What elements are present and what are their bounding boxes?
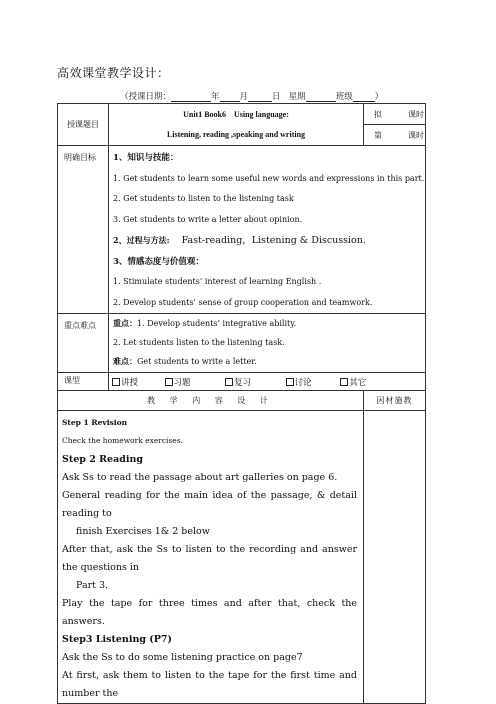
type-option-discussion[interactable] [286, 376, 338, 388]
step-3-paragraph: Ask the Ss to do some listening practice on page7 [62, 652, 303, 663]
key-points-label: 重点难点 [58, 314, 109, 373]
topic-label: 授课题目 [58, 104, 109, 146]
step-1-title: Step 1 Revision [62, 418, 128, 427]
step-2-title: Step 2 Reading [62, 454, 144, 465]
teaching-content-cell [58, 411, 364, 704]
month-blank [220, 92, 240, 102]
day-label: 日 [272, 92, 281, 102]
goal-item: 2. Get students to listen to the listening task [113, 194, 294, 203]
type-option-label: 其它 [349, 377, 367, 388]
planned-label: 拟 [374, 109, 382, 119]
date-close-label: ） [374, 92, 384, 102]
key-point-text: 1. Develop students’ integrative ability. [137, 319, 297, 328]
type-option-label: 习题 [173, 377, 191, 388]
content-design-header: 教 学 内 容 设 计 [58, 391, 364, 411]
step-3-paragraph: At first, ask them to listen to the tape for the first time and number the [62, 670, 357, 699]
class-label: 班级 [335, 92, 353, 102]
difficult-point-heading: 难点： [113, 356, 137, 366]
checkbox-icon [112, 378, 120, 386]
step-2-paragraph: General reading for the main idea of the passage, & detail reading to [62, 490, 357, 519]
class-blank [353, 92, 375, 102]
step-2-paragraph: Ask Ss to read the passage about art galleries on page 6. [62, 472, 338, 483]
goal-process-text: Fast-reading，Listening & Discussion. [169, 235, 366, 246]
difficult-point-line [109, 352, 425, 371]
checkbox-icon [165, 378, 173, 386]
goal-label: 明确目标 [58, 146, 109, 314]
goal-process-line [109, 230, 425, 252]
key-point-line-2: 2. Let students listen to the listening task. [113, 338, 285, 347]
goal-item: 2. Develop students’ sense of group cooperation and teamwork. [113, 297, 373, 307]
type-option-lecture[interactable] [112, 376, 162, 388]
type-option-label: 讲授 [121, 377, 139, 388]
checkbox-icon [286, 378, 294, 386]
key-points-cell [109, 314, 426, 373]
checkbox-icon [225, 378, 233, 386]
step-2-paragraph: After that, ask the Ss to listen to the recording and answer the questions in [62, 544, 357, 573]
type-option-other[interactable] [340, 376, 366, 388]
type-option-label: 复习 [234, 377, 252, 388]
document-title: 高效课堂教学设计： [57, 66, 170, 80]
step-2-paragraph: Play the tape for three times and after that, check the answers. [62, 598, 357, 627]
year-blank [171, 92, 211, 102]
key-point-line-1 [109, 314, 425, 333]
step-2-paragraph: Part 3. [76, 580, 109, 591]
period-label: 第 [374, 130, 382, 140]
type-option-review[interactable] [225, 376, 283, 388]
goal-process-heading: 2、过程与方法: [113, 235, 170, 245]
key-point-heading: 重点： [113, 318, 137, 328]
period-number-cell [364, 125, 426, 146]
step-2-paragraph: finish Exercises 1& 2 below [76, 526, 210, 537]
difficult-point-text: Get students to write a letter. [137, 357, 257, 366]
differentiated-teaching-cell [364, 411, 426, 704]
differentiated-teaching-header: 因材施教 [364, 391, 426, 411]
topic-line-2: Listening, reading ,speaking and writing [166, 129, 306, 139]
month-label: 月 [239, 92, 249, 102]
week-blank [306, 92, 336, 102]
week-label: 星期 [288, 92, 306, 102]
lesson-type-options [109, 373, 426, 391]
topic-cell [109, 104, 364, 146]
step-1-text: Check the homework exercises. [62, 436, 183, 445]
checkbox-icon [340, 378, 348, 386]
date-open-label: （授课日期： [120, 92, 172, 102]
planned-periods-cell [364, 104, 426, 125]
planned-unit: 课时 [408, 109, 424, 119]
period-unit: 课时 [408, 130, 424, 140]
goals-cell [109, 146, 426, 314]
lesson-plan-table [57, 103, 426, 704]
type-option-exercise[interactable] [165, 376, 223, 388]
goal-item: 1. Stimulate students’ interest of learning English . [113, 277, 322, 286]
teaching-date-line [120, 90, 383, 102]
goal-item: 1. Get students to learn some useful new words and expressions in this part. [113, 173, 425, 183]
type-option-label: 讨论 [294, 377, 312, 388]
goal-item: 3. Get students to write a letter about opinion. [113, 214, 303, 224]
step-3-title: Step3 Listening (P7) [62, 634, 173, 645]
goal-attitude-heading: 3、情感态度与价值观： [113, 256, 204, 267]
goal-knowledge-heading: 1、知识与技能： [113, 153, 179, 163]
topic-line-1: Unit1 Book6 Using language: [183, 109, 289, 119]
year-label: 年 [211, 92, 220, 102]
day-blank [248, 92, 272, 102]
lesson-type-label: 课型 [58, 373, 109, 391]
